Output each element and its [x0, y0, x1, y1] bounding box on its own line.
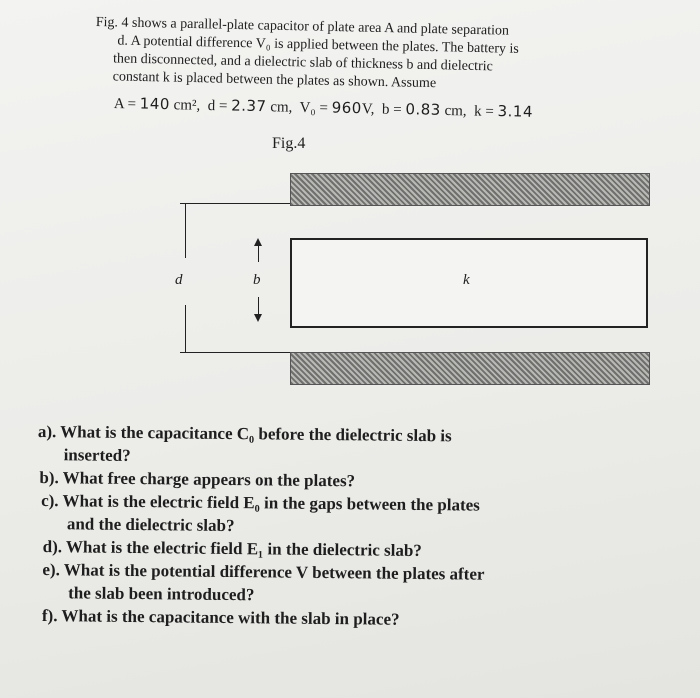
b-label: b [253, 272, 261, 288]
question-a-text: a). What is the capacitance C₀ before the dielectric slab is [37, 421, 452, 446]
separation-unit: cm, [270, 99, 293, 116]
separation-label: d = [207, 97, 228, 115]
intro-line-1: Fig. 4 shows a parallel-plate capacitor of plate area A and plate separation [95, 14, 510, 39]
thickness-unit: cm, [444, 102, 467, 120]
dielectric-constant-value: 3.14 [497, 102, 534, 121]
figure-caption: Fig.4 [272, 135, 306, 152]
question-a [38, 420, 678, 473]
b-arrow-up [254, 238, 262, 246]
top-plate [290, 173, 650, 206]
question-c-text: c). What is the electric field E₀ in the gaps between the plates [41, 491, 480, 515]
question-d-text: d). What is the electric field E₁ in the dielectric slab? [42, 537, 422, 561]
d-dimension-line-upper [185, 203, 186, 258]
d-dimension-line-lower [185, 305, 186, 352]
dielectric-constant-label: k = [473, 103, 494, 120]
thickness-value: 0.83 [405, 100, 442, 119]
question-e [42, 558, 676, 611]
problem-statement [94, 14, 665, 98]
voltage-unit: V, [361, 101, 375, 118]
bottom-plate [290, 352, 650, 385]
d-dimension-tick-bottom [180, 352, 290, 353]
voltage-value: 960 [331, 98, 362, 118]
questions-list [36, 420, 678, 634]
question-c-cont: and the dielectric slab? [66, 514, 235, 536]
k-label: k [463, 272, 470, 288]
question-f-text: f). What is the capacitance with the slab in place? [41, 606, 400, 629]
b-dimension-line-upper [258, 244, 259, 262]
thickness-label: b = [381, 101, 402, 119]
question-e-cont: the slab been introduced? [68, 583, 255, 605]
area-label: A = [113, 95, 137, 113]
intro-line-2: d. A potential difference V₀ is applied between the plates. The battery is [117, 33, 519, 57]
d-label: d [175, 272, 183, 288]
intro-line-4: constant k is placed between the plates as shown. Assume [112, 69, 437, 92]
question-b-text: b). What free charge appears on the plates? [39, 468, 356, 491]
area-unit: cm², [173, 97, 201, 114]
separation-value: 2.37 [231, 96, 267, 116]
question-a-cont: inserted? [63, 445, 131, 465]
d-dimension-tick-top [180, 203, 290, 204]
intro-line-3: then disconnected, and a dielectric slab of thickness b and dielectric [112, 51, 493, 75]
question-e-text: e). What is the potential difference V between the plates after [42, 560, 485, 584]
voltage-label: V₀ = [299, 99, 329, 117]
question-c [41, 489, 677, 542]
area-value: 140 [139, 94, 171, 114]
given-values [114, 94, 534, 122]
b-arrow-down [254, 314, 262, 322]
